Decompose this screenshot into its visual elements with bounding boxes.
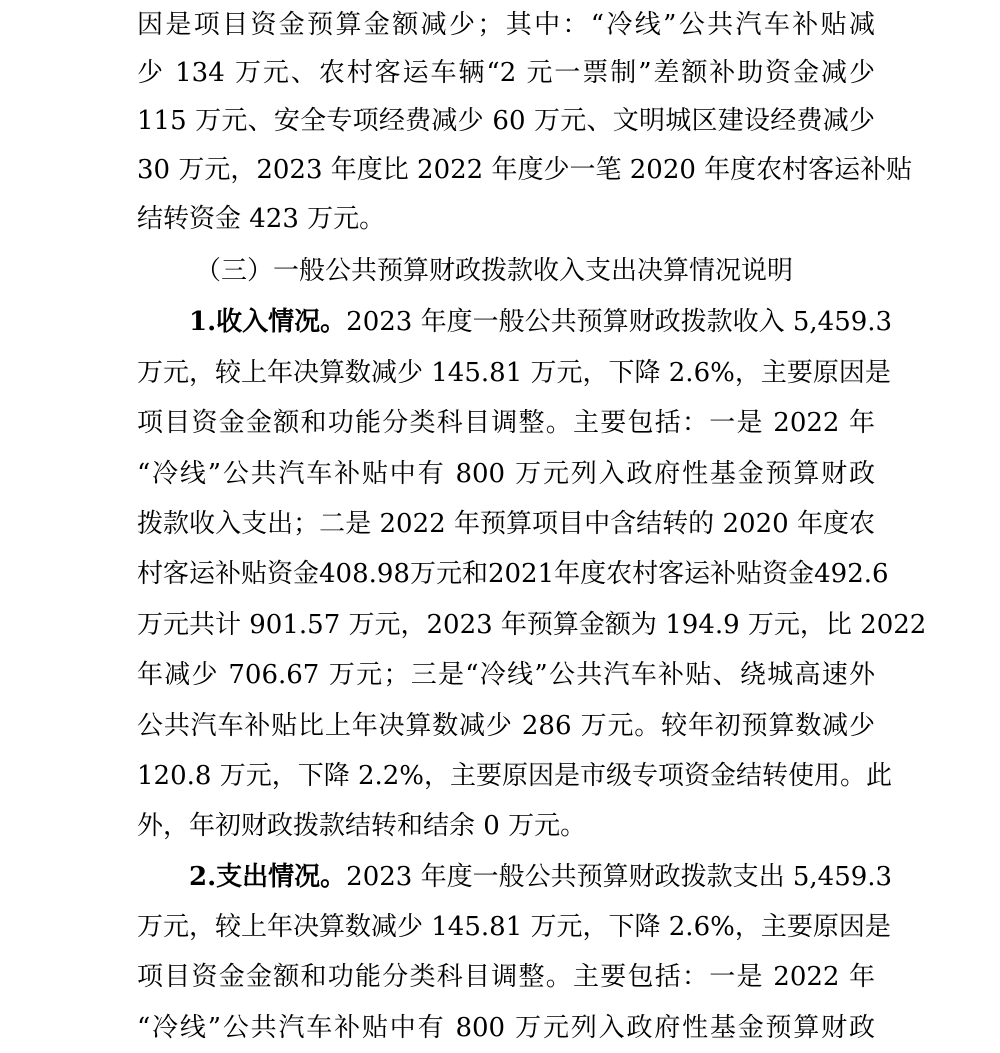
body-text-line: 年减少 706.67 万元；三是“冷线”公共汽车补贴、绕城高速外 <box>137 660 875 690</box>
body-text-line: 少 134 万元、农村客运车辆“2 元一票制”差额补助资金减少 <box>137 58 875 88</box>
body-text-line: 项目资金金额和功能分类科目调整。主要包括：一是 2022 年 <box>137 962 875 992</box>
body-text-line: 115 万元、安全专项经费减少 60 万元、文明城区建设经费减少 <box>137 106 875 136</box>
paragraph-lead-income: 1.收入情况。 <box>189 307 347 337</box>
body-text-line: 外，年初财政拨款结转和结余 0 万元。 <box>137 811 587 841</box>
body-text-line: 村客运补贴资金408.98万元和2021年度农村客运补贴资金492.6 <box>137 559 889 589</box>
paragraph-lead-expenditure: 2.支出情况。 <box>189 862 347 892</box>
body-text-line: 结转资金 423 万元。 <box>137 204 386 234</box>
body-text-line: 项目资金金额和功能分类科目调整。主要包括：一是 2022 年 <box>137 408 875 438</box>
body-text-line: 万元，较上年决算数减少 145.81 万元，下降 2.6%，主要原因是 <box>137 358 891 388</box>
paragraph-first-line <box>189 852 893 902</box>
section-heading: （三）一般公共预算财政拨款收入支出决算情况说明 <box>195 256 794 286</box>
body-text-line: “冷线”公共汽车补贴中有 800 万元列入政府性基金预算财政 <box>137 459 875 489</box>
body-text-line: 万元共计 901.57 万元，2023 年预算金额为 194.9 万元，比 2022 <box>137 610 927 640</box>
document-page <box>137 0 927 1043</box>
body-text-line: 万元，较上年决算数减少 145.81 万元，下降 2.6%，主要原因是 <box>137 912 891 942</box>
body-text-line: 30 万元，2023 年度比 2022 年度少一笔 2020 年度农村客运补贴 <box>137 155 913 185</box>
paragraph-first-line <box>189 297 893 347</box>
body-text-span: 2023 年度一般公共预算财政拨款收入 5,459.3 <box>346 307 893 337</box>
body-text-line: 120.8 万元，下降 2.2%，主要原因是市级专项资金结转使用。此 <box>137 761 893 791</box>
body-text-line: “冷线”公共汽车补贴中有 800 万元列入政府性基金预算财政 <box>137 1013 875 1043</box>
body-text-line: 拨款收入支出；二是 2022 年预算项目中含结转的 2020 年度农 <box>137 509 875 539</box>
body-text-line: 公共汽车补贴比上年决算数减少 286 万元。较年初预算数减少 <box>137 711 875 741</box>
body-text-line: 因是项目资金预算金额减少；其中：“冷线”公共汽车补贴减 <box>137 10 875 40</box>
body-text-span: 2023 年度一般公共预算财政拨款支出 5,459.3 <box>346 862 893 892</box>
